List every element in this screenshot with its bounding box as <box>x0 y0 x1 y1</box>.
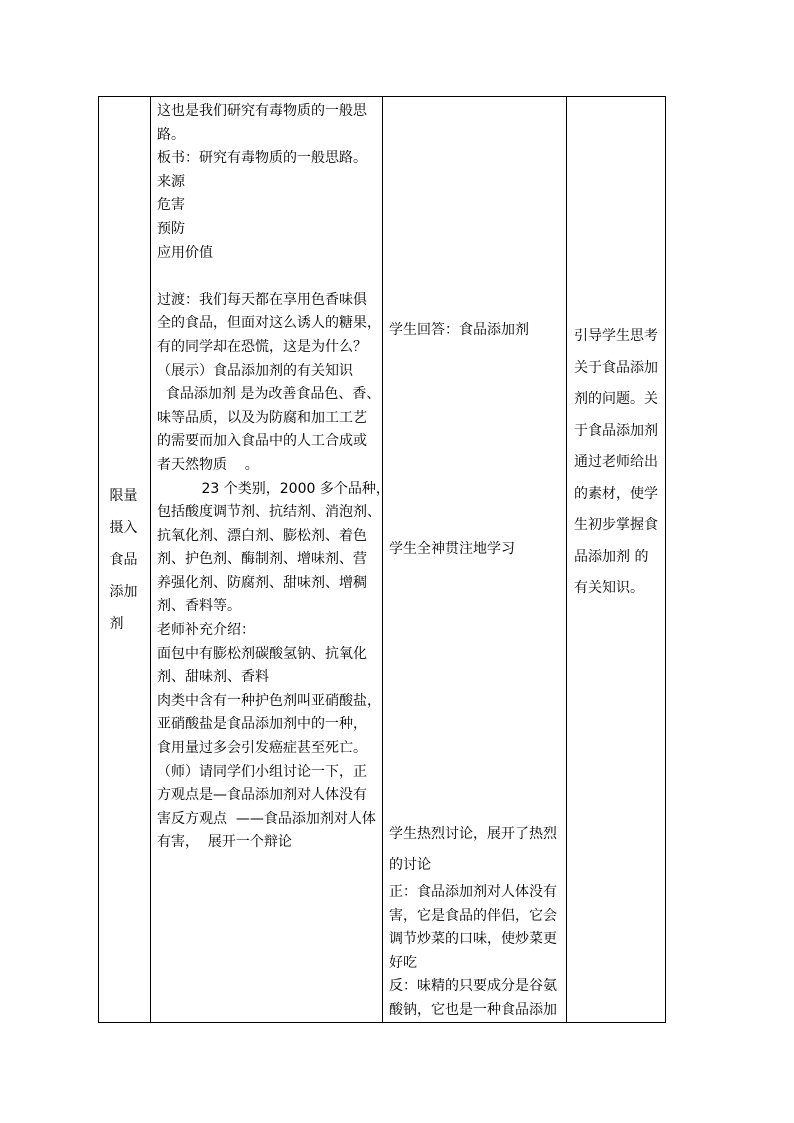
purpose-text-line: 生初步掌握食 <box>574 517 658 533</box>
student-discussion <box>389 819 565 881</box>
student-answer-2 <box>389 538 565 562</box>
teacher-text-line: 抗氧化剂、漂白剂、膨松剂、着色 <box>157 527 367 544</box>
teacher-text-line: 者天然物质 。 <box>157 456 259 473</box>
student-debate-line: 好吃 <box>389 954 417 971</box>
student-answer-1 <box>389 319 565 343</box>
student-debate-line: 酸钠，它也是一种食品添加 <box>389 1001 557 1018</box>
teacher-text-line: 养强化剂、防腐剂、甜味剂、增稠 <box>157 574 367 591</box>
student-debate-line: 反：味精的只要成分是谷氨 <box>389 978 557 995</box>
teacher-text-line: 预防 <box>157 220 185 237</box>
teacher-text-line: （师）请同学们小组讨论一下，正 <box>157 763 367 780</box>
teacher-text-line: 有的同学却在恐慌，这是为什么？ <box>157 338 367 355</box>
lesson-plan-table <box>98 96 666 1023</box>
teacher-text-line: 包括酸度调节剂、抗结剂、消泡剂、 <box>157 504 381 521</box>
purpose-text-line: 通过老师给出 <box>574 454 658 470</box>
purpose-text-line: 有关知识。 <box>574 580 644 596</box>
teacher-text-line: 面包中有膨松剂碳酸氢钠、抗氧化 <box>157 645 367 662</box>
teacher-text-line: 亚硝酸盐是食品添加剂中的一种， <box>157 716 367 733</box>
teacher-text-line: 老师补充介绍： <box>157 622 255 639</box>
teacher-text-line: 来源 <box>157 173 185 190</box>
teacher-text-line: 害反方观点 ——食品添加剂对人体 <box>157 810 376 827</box>
purpose-text-line: 关于食品添加 <box>574 359 658 376</box>
teacher-text-line: 危害 <box>157 197 185 214</box>
purpose-text-line: 品添加剂 的 <box>574 548 649 565</box>
teacher-text-line: 有害， 展开一个辩论 <box>157 834 292 851</box>
teacher-text-line: 这也是我们研究有毒物质的一般思 <box>157 103 367 119</box>
teaching-purpose-cell <box>574 321 664 605</box>
column-divider <box>566 97 567 1022</box>
teacher-text-line: 剂、香料等。 <box>157 598 241 615</box>
teacher-text-line: 路。 <box>157 126 185 143</box>
stage-cell <box>99 97 150 1022</box>
teacher-text-line: 味等品质，以及为防腐和加工工艺 <box>157 409 367 426</box>
teacher-text-line: 过渡：我们每天都在享用色香味俱 <box>157 291 367 308</box>
teacher-text-line: 食用量过多会引发癌症甚至死亡。 <box>157 740 367 757</box>
teacher-text-line: 应用价值 <box>157 244 213 261</box>
purpose-text-line: 剂的问题。关 <box>574 391 658 407</box>
student-debate-line: 害，它是食品的伴侣，它会 <box>389 907 557 924</box>
purpose-text-line: 引导学生思考 <box>574 328 658 344</box>
stage-label: 限量摄入食品添加剂 <box>109 487 138 632</box>
teacher-text-line: 板书：研究有毒物质的一般思路。 <box>157 150 367 167</box>
student-discussion-line: 学生热烈讨论，展开了热烈 <box>389 826 557 842</box>
teacher-text-line: 食品添加剂 是为改善食品色、香、 <box>157 386 381 403</box>
teacher-text-line: 的需要而加入食品中的人工合成或 <box>157 433 367 450</box>
teacher-activity-cell <box>157 100 390 855</box>
teacher-text-line: 方观点是—食品添加剂对人体没有 <box>157 787 367 804</box>
student-debate <box>389 881 565 1023</box>
teacher-text-line: （展示）食品添加剂的有关知识 <box>157 362 353 379</box>
student-debate-line: 正：食品添加剂对人体没有 <box>389 884 557 900</box>
column-divider <box>150 97 151 1022</box>
student-answer-1-text: 学生回答：食品添加剂 <box>389 322 529 338</box>
teacher-text-line <box>157 265 379 289</box>
student-debate-line: 调节炒菜的口味，使炒菜更 <box>389 931 557 948</box>
teacher-text-line: 剂、护色剂、酶制剂、增味剂、营 <box>157 551 367 568</box>
purpose-text-line: 的素材，使学 <box>574 485 658 502</box>
purpose-text-line: 于食品添加剂 <box>574 422 658 439</box>
student-discussion-line: 的讨论 <box>389 857 431 873</box>
teacher-text-line: 23 个类别，2000 多个品种， <box>157 480 390 497</box>
teacher-text-line: 剂、甜味剂、香料 <box>157 669 269 686</box>
teacher-text-line: 全的食品，但面对这么诱人的糖果， <box>157 315 381 332</box>
teacher-text-line: 肉类中含有一种护色剂叫亚硝酸盐， <box>157 692 381 709</box>
column-divider <box>382 97 383 1022</box>
student-answer-2-text: 学生全神贯注地学习 <box>389 541 515 557</box>
